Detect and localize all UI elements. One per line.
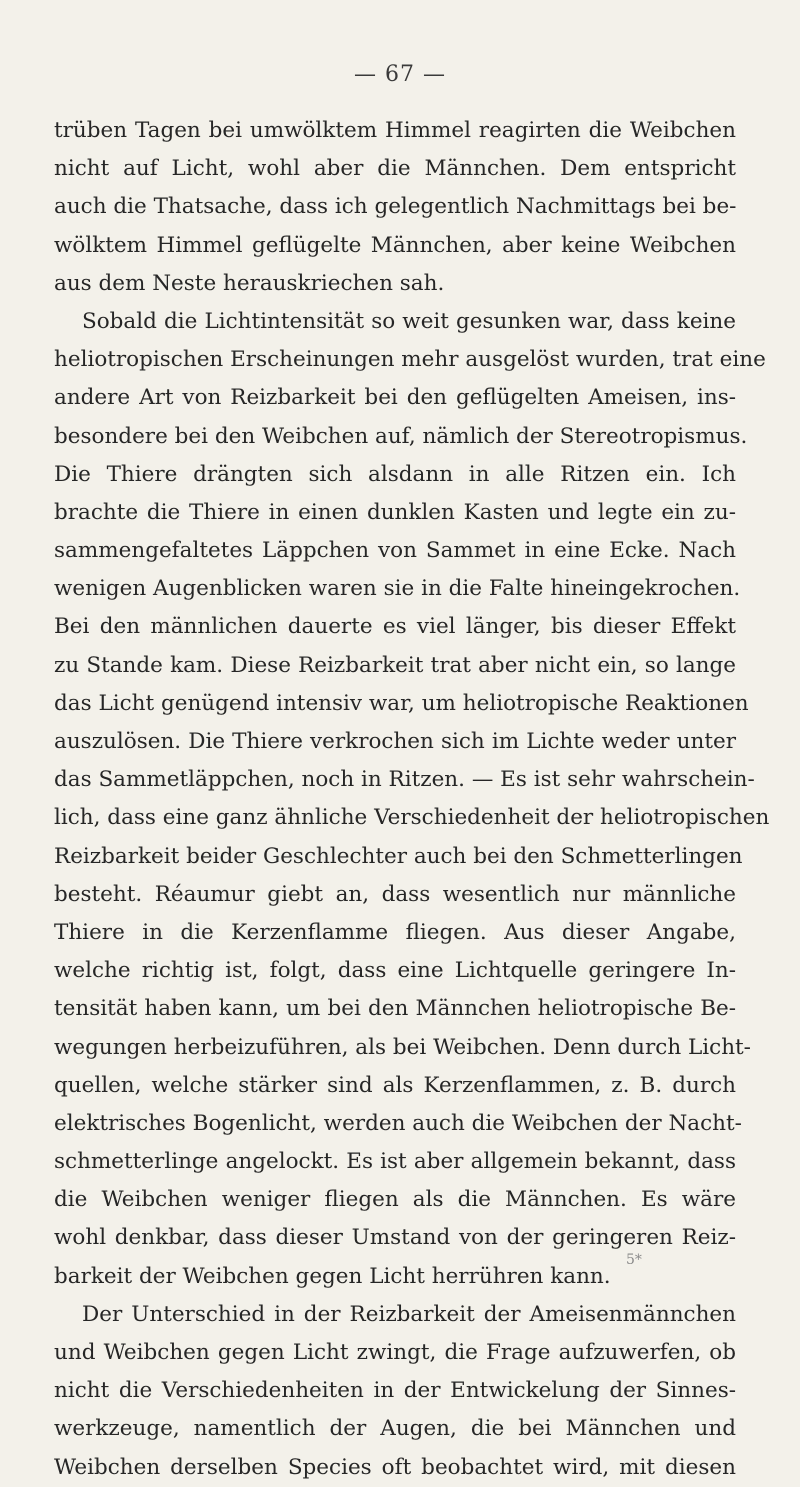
text-line: lich, dass eine ganz ähnliche Verschiedenheit der heliotropischen bbox=[54, 805, 770, 831]
text-line: Sobald die Lichtintensität so weit gesunken war, dass keine bbox=[82, 308, 736, 334]
text-line: und Weibchen gegen Licht zwingt, die Frage aufzuwerfen, ob bbox=[54, 1340, 736, 1365]
text-line: wegungen herbeizuführen, als bei Weibchen. Denn durch Licht- bbox=[54, 1034, 751, 1060]
text-line: schmetterlinge angelockt. Es ist aber allgemein bekannt, dass bbox=[54, 1149, 736, 1175]
text-line: wenigen Augenblicken waren sie in die Falte hineingekrochen. bbox=[54, 576, 741, 602]
text-line: barkeit der Weibchen gegen Licht herrühren kann. bbox=[54, 1263, 611, 1289]
text-line: welche richtig ist, folgt, dass eine Lichtquelle geringere In- bbox=[54, 958, 736, 984]
body-text bbox=[54, 112, 770, 1487]
text-line: nicht die Verschiedenheiten in der Entwickelung der Sinnes- bbox=[54, 1378, 736, 1404]
text-line: heliotropischen Erscheinungen mehr ausgelöst wurden, trat eine bbox=[54, 347, 766, 373]
text-line: brachte die Thiere in einen dunklen Kasten und legte ein zu- bbox=[54, 499, 736, 525]
text-line: wölktem Himmel geflügelte Männchen, aber keine Weibchen bbox=[54, 232, 736, 258]
text-line: trüben Tagen bei umwölktem Himmel reagirten die Weibchen bbox=[54, 118, 736, 143]
text-line: andere Art von Reizbarkeit bei den geflügelten Ameisen, ins- bbox=[54, 385, 736, 411]
text-line: Bei den männlichen dauerte es viel länger, bis dieser Effekt bbox=[54, 614, 736, 640]
text-line: quellen, welche stärker sind als Kerzenflammen, z. B. durch bbox=[54, 1072, 736, 1098]
text-line: Weibchen derselben Species oft beobachtet wird, mit diesen bbox=[54, 1454, 736, 1480]
text-line: Der Unterschied in der Reizbarkeit der Ameisenmännchen bbox=[82, 1301, 736, 1327]
text-line: das Sammetläppchen, noch in Ritzen. — Es ist sehr wahrschein- bbox=[54, 767, 755, 793]
page-number: — 67 — bbox=[354, 62, 446, 87]
text-line: wohl denkbar, dass dieser Umstand von der geringeren Reiz- bbox=[54, 1225, 736, 1251]
text-line: Thiere in die Kerzenflamme fliegen. Aus dieser Angabe, bbox=[54, 919, 736, 945]
text-line: besteht. Réaumur giebt an, dass wesentlich nur männliche bbox=[54, 881, 736, 907]
text-line: nicht auf Licht, wohl aber die Männchen. Dem entspricht bbox=[54, 156, 736, 182]
text-line: werkzeuge, namentlich der Augen, die bei Männchen und bbox=[54, 1416, 736, 1442]
text-line: die Weibchen weniger fliegen als die Männchen. Es wäre bbox=[54, 1187, 736, 1213]
text-line: aus dem Neste herauskriechen sah. bbox=[54, 270, 445, 296]
text-line: Reizbarkeit beider Geschlechter auch bei den Schmetterlingen bbox=[54, 843, 743, 869]
text-line: sammengefaltetes Läppchen von Sammet in eine Ecke. Nach bbox=[54, 538, 736, 564]
signature-mark: 5* bbox=[626, 1252, 642, 1268]
text-line: elektrisches Bogenlicht, werden auch die Weibchen der Nacht- bbox=[54, 1110, 742, 1136]
text-line: auszulösen. Die Thiere verkrochen sich im Lichte weder unter bbox=[54, 729, 736, 754]
text-line: Die Thiere drängten sich alsdann in alle Ritzen ein. Ich bbox=[54, 461, 736, 487]
text-line: zu Stande kam. Diese Reizbarkeit trat aber nicht ein, so lange bbox=[54, 652, 736, 678]
text-line: das Licht genügend intensiv war, um heliotropische Reaktionen bbox=[54, 690, 749, 716]
text-line: auch die Thatsache, dass ich gelegentlich Nachmittags bei be- bbox=[54, 194, 737, 220]
text-line: besondere bei den Weibchen auf, nämlich der Stereotropismus. bbox=[54, 423, 748, 449]
text-line: tensität haben kann, um bei den Männchen heliotropische Be- bbox=[54, 996, 736, 1022]
